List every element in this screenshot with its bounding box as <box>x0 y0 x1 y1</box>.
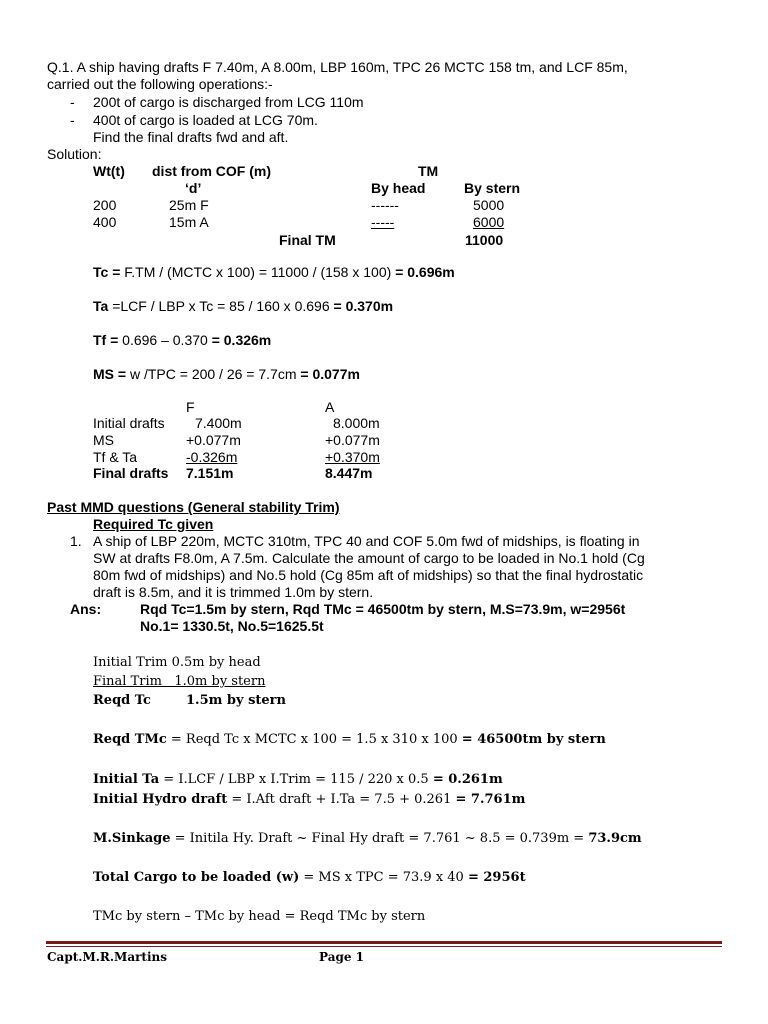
question-number: 1. <box>70 533 82 549</box>
q1-line2: carried out the following operations:- <box>47 76 273 92</box>
footer-author: Capt.M.R.Martins <box>47 950 168 964</box>
section-subheading: Required Tc given <box>93 516 214 532</box>
table-cell-by-stern: 5000 <box>473 197 505 213</box>
ta-equation: Ta =LCF / LBP x Tc = 85 / 160 x 0.696 = 0.370m <box>93 298 394 314</box>
drafts-row-label: MS <box>93 432 114 448</box>
tmc-balance-equation: TMc by stern – TMc by head = Reqd TMc by stern <box>93 909 426 924</box>
bullet-dash: - <box>70 94 75 110</box>
footer-rule-thick <box>46 941 722 944</box>
initial-ta-equation: Initial Ta = I.LCF / LBP x I.Trim = 115 / 220 x 0.5 = 0.261m <box>93 772 503 787</box>
header-dist: dist from COF (m) <box>152 163 271 179</box>
table-cell-by-head: ----- <box>371 214 395 230</box>
footer-rule-thin <box>46 946 722 947</box>
drafts-row-label: Tf & Ta <box>93 449 138 465</box>
bullet-dash: - <box>70 112 75 128</box>
footer-page-number: Page 1 <box>319 950 365 964</box>
header-wt: Wt(t) <box>93 163 125 179</box>
reqd-tc-label: Reqd Tc <box>93 693 151 708</box>
section-heading: Past MMD questions (General stability Trim) <box>47 499 340 515</box>
drafts-row-a: +0.077m <box>325 432 380 448</box>
ms-equation: MS = w /TPC = 200 / 26 = 7.7cm = 0.077m <box>93 366 360 382</box>
drafts-row-label: Initial drafts <box>93 415 165 431</box>
drafts-col-a: A <box>325 399 335 415</box>
header-by-stern: By stern <box>464 180 521 196</box>
q1-operation-1: 200t of cargo is discharged from LCG 110m <box>93 94 364 110</box>
final-trim: Final Trim 1.0m by stern <box>93 674 266 689</box>
q1-operation-2: 400t of cargo is loaded at LCG 70m. <box>93 112 318 128</box>
tf-equation: Tf = 0.696 – 0.370 = 0.326m <box>93 332 272 348</box>
drafts-row-a: +0.370m <box>325 449 380 465</box>
mean-sinkage-equation: M.Sinkage = Initila Hy. Draft ~ Final Hy draft = 7.761 ~ 8.5 = 0.739m = 73.9cm <box>93 831 642 846</box>
final-drafts-label: Final drafts <box>93 465 169 481</box>
drafts-row-f: +0.077m <box>186 432 241 448</box>
drafts-row-f: 7.400m <box>195 415 242 431</box>
table-cell-wt: 400 <box>93 214 117 230</box>
table-cell-by-stern: 6000 <box>473 214 505 230</box>
question-line: draft is 8.5m, and it is trimmed 1.0m by stern. <box>93 584 374 600</box>
drafts-col-f: F <box>186 399 195 415</box>
header-tm: TM <box>418 163 439 179</box>
table-cell-by-head: ------ <box>371 197 399 213</box>
initial-trim: Initial Trim 0.5m by head <box>93 655 261 670</box>
q1-find: Find the final drafts fwd and aft. <box>93 129 289 145</box>
total-cargo-equation: Total Cargo to be loaded (w) = MS x TPC = 73.9 x 40 = 2956t <box>93 870 526 885</box>
table-cell-dist: 15m A <box>169 214 209 230</box>
q1-line1: Q.1. A ship having drafts F 7.40m, A 8.00m, LBP 160m, TPC 26 MCTC 158 tm, and LCF 85m, <box>47 59 628 75</box>
final-draft-a: 8.447m <box>325 465 373 481</box>
table-cell-dist: 25m F <box>169 197 209 213</box>
question-line: SW at drafts F8.0m, A 7.5m. Calculate the amount of cargo to be loaded in No.1 hold (Cg <box>93 550 645 566</box>
reqd-tmc-equation: Reqd TMc = Reqd Tc x MCTC x 100 = 1.5 x 310 x 100 = 46500tm by stern <box>93 732 606 747</box>
drafts-row-a: 8.000m <box>333 415 380 431</box>
initial-hydro-draft-equation: Initial Hydro draft = I.Aft draft + I.Ta = 7.5 + 0.261 = 7.761m <box>93 792 526 807</box>
drafts-row-f: -0.326m <box>186 449 238 465</box>
question-line: A ship of LBP 220m, MCTC 310tm, TPC 40 and COF 5.0m fwd of midships, is floating in <box>93 533 640 549</box>
answer-line-2: No.1= 1330.5t, No.5=1625.5t <box>140 618 324 634</box>
final-tm-label: Final TM <box>279 232 336 248</box>
solution-label: Solution: <box>47 146 102 162</box>
final-tm-value: 11000 <box>465 232 504 248</box>
final-draft-f: 7.151m <box>186 465 234 481</box>
header-d: ‘d’ <box>185 180 202 196</box>
tc-equation: Tc = F.TM / (MCTC x 100) = 11000 / (158 x 100) = 0.696m <box>93 264 455 280</box>
header-by-head: By head <box>371 180 426 196</box>
answer-line-1: Rqd Tc=1.5m by stern, Rqd TMc = 46500tm by stern, M.S=73.9m, w=2956t <box>140 601 626 617</box>
answer-label: Ans: <box>70 601 102 617</box>
question-line: 80m fwd of midships) and No.5 hold (Cg 85m aft of midships) so that the final hydrostatic <box>93 567 644 583</box>
reqd-tc-value: 1.5m by stern <box>186 693 286 708</box>
table-cell-wt: 200 <box>93 197 117 213</box>
